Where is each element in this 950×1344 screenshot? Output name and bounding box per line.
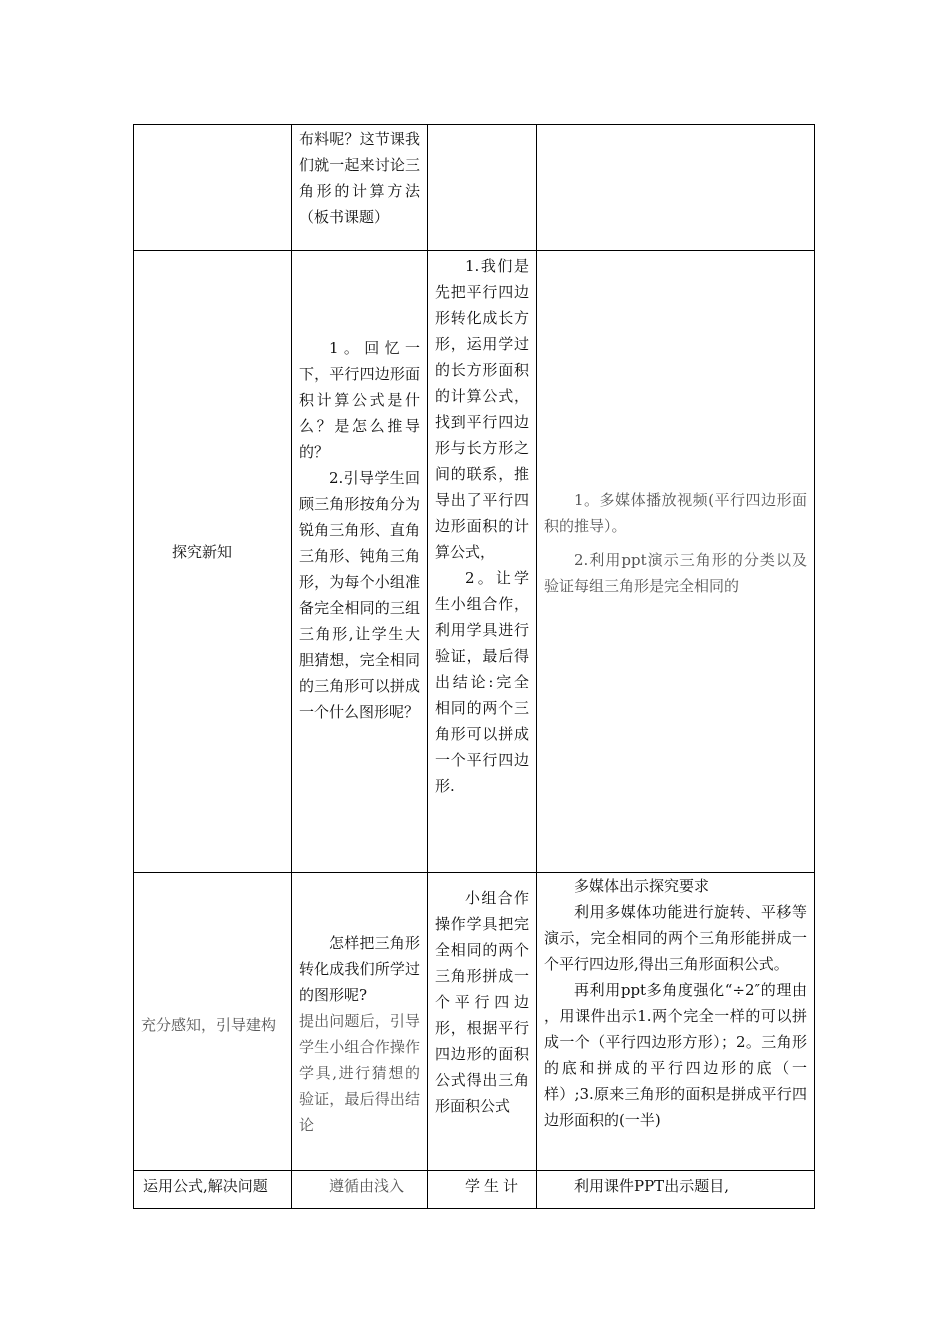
student-activity-cell <box>428 125 537 251</box>
stage-label: 充分感知，引导建构 <box>141 1015 277 1034</box>
media-cell <box>537 1171 815 1209</box>
student-paragraph: 1.我们是先把平行四边形转化成长方形，运用学过的长方形面积的计算公式，找到平行四边形与长方形之间的联系，推导出了平行四边形面积的计算公式， <box>435 257 529 561</box>
teacher-text: 遵循由浅入 <box>329 1177 405 1195</box>
student-paragraph: 小组合作操作学具把完全相同的两个三角形拼成一个平行四边形，根据平行四边形的面积公式得出三角形面积公式 <box>435 889 529 1115</box>
stage-cell <box>134 1171 292 1209</box>
table-row <box>134 1171 815 1209</box>
student-paragraph: 2。让学生小组合作，利用学具进行验证，最后得出结论:完全相同的两个三角形可以拼成一个平行四边形. <box>435 569 529 795</box>
student-activity-cell <box>428 873 537 1171</box>
stage-cell <box>134 251 292 873</box>
media-cell <box>537 125 815 251</box>
media-paragraph: 1。多媒体播放视频(平行四边形面积的推导）。 <box>544 490 807 535</box>
teacher-text: 布料呢？这节课我们就一起来讨论三角形的计算方法（板书课题） <box>299 130 420 226</box>
stage-cell <box>134 873 292 1171</box>
student-text: 学生计 <box>465 1177 523 1195</box>
student-activity-cell <box>428 251 537 873</box>
teacher-paragraph: 提出问题后，引导学生小组合作操作学具,进行猜想的验证，最后得出结论 <box>299 1011 420 1134</box>
table-row <box>134 125 815 251</box>
teacher-activity-cell <box>292 251 428 873</box>
table-row <box>134 873 815 1171</box>
teacher-activity-cell <box>292 1171 428 1209</box>
teacher-activity-cell <box>292 125 428 251</box>
student-activity-cell <box>428 1171 537 1209</box>
stage-label: 探究新知 <box>172 542 233 561</box>
media-paragraph: 利用多媒体功能进行旋转、平移等演示，完全相同的两个三角形能拼成一个平行四边形,得出三角形面积公式。 <box>544 903 807 973</box>
table-row <box>134 251 815 873</box>
media-paragraph: 2.利用ppt演示三角形的分类以及验证每组三角形是完全相同的 <box>544 550 807 595</box>
teacher-activity-cell <box>292 873 428 1171</box>
media-cell <box>537 873 815 1171</box>
stage-label: 运用公式,解决问题 <box>143 1177 268 1195</box>
teacher-paragraph: 2.引导学生回顾三角形按角分为锐角三角形、直角三角形、钝角三角形，为每个小组准备完全相同的三组三角形,让学生大胆猜想，完全相同的三角形可以拼成一个什么图形呢？ <box>299 468 420 721</box>
media-paragraph: 多媒体出示探究要求 <box>574 877 710 895</box>
lesson-plan-table <box>133 124 815 1209</box>
media-text: 利用课件PPT出示题目, <box>574 1177 729 1195</box>
media-paragraph: 再利用ppt多角度强化“÷2″的理由 ，用课件出示1.两个完全一样的可以拼成一个（平行四边形方形）；2。三角形的底和拼成的平行四边形的底（一样）;3.原来三角形的面积是拼成平行四边形面积的(一半) <box>544 981 807 1129</box>
stage-cell <box>134 125 292 251</box>
teacher-paragraph: 1。回忆一下，平行四边形面积计算公式是什么？是怎么推导的？ <box>299 338 420 461</box>
media-cell <box>537 251 815 873</box>
teacher-paragraph: 怎样把三角形转化成我们所学过的图形呢? <box>299 933 420 1004</box>
